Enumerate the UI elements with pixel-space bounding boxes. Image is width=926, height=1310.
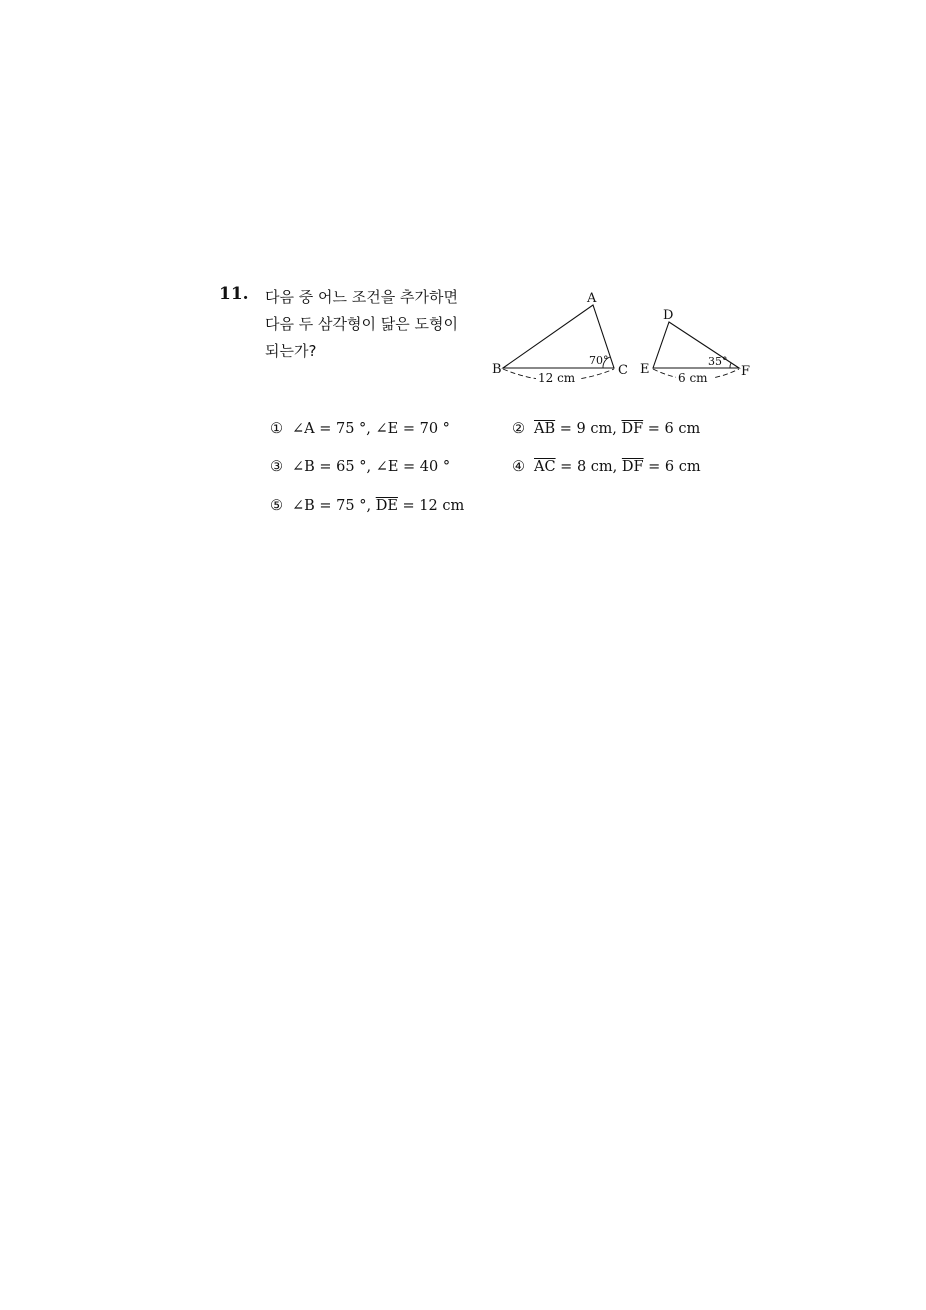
choice-4[interactable] bbox=[512, 459, 701, 475]
stem-line: 다음 두 삼각형이 닮은 도형이 bbox=[265, 315, 458, 333]
choice-text: = 12 cm bbox=[397, 498, 465, 514]
label-c: C bbox=[618, 363, 628, 378]
question-number: 11. bbox=[219, 284, 249, 304]
angle-f-label: 35° bbox=[708, 355, 728, 368]
angle-c-label: 70° bbox=[589, 354, 609, 367]
choice-text: ∠B = 65 °, ∠E = 40 ° bbox=[292, 459, 451, 475]
segment-ac: $\overline{AC}$ bbox=[534, 459, 556, 475]
choice-2[interactable] bbox=[512, 421, 700, 437]
label-a: A bbox=[587, 291, 597, 306]
segment-de: $\overline{DE}$ bbox=[375, 498, 398, 514]
choice-5[interactable] bbox=[270, 498, 464, 514]
label-d: D bbox=[663, 308, 674, 323]
choice-text: = 6 cm bbox=[643, 459, 701, 475]
choice-1[interactable] bbox=[270, 421, 450, 437]
label-e: E bbox=[640, 362, 650, 377]
choice-text: = 9 cm, bbox=[555, 421, 622, 437]
choice-mark: ② bbox=[512, 421, 525, 437]
choice-mark: ⑤ bbox=[270, 498, 283, 514]
choice-mark: ① bbox=[270, 421, 283, 437]
segment-df: $\overline{DF}$ bbox=[621, 459, 644, 475]
angle-f-arc bbox=[730, 363, 731, 368]
segment-df: $\overline{DF}$ bbox=[621, 421, 644, 437]
choice-3[interactable] bbox=[270, 459, 450, 475]
choice-text: = 6 cm bbox=[643, 421, 701, 437]
choice-mark: ④ bbox=[512, 459, 525, 475]
choice-text: ∠A = 75 °, ∠E = 70 ° bbox=[292, 421, 450, 437]
segment-ab: $\overline{AB}$ bbox=[534, 421, 556, 437]
base-bc-length: 12 cm bbox=[538, 371, 576, 385]
stem-line: 되는가? bbox=[265, 342, 317, 360]
label-b: B bbox=[492, 362, 502, 377]
triangle-figure bbox=[0, 0, 926, 420]
choice-text: = 8 cm, bbox=[555, 459, 622, 475]
label-f: F bbox=[741, 364, 751, 379]
choice-text: ∠B = 75 °, bbox=[292, 498, 376, 514]
stem-line: 다음 중 어느 조건을 추가하면 bbox=[265, 288, 458, 306]
choice-mark: ③ bbox=[270, 459, 283, 475]
base-ef-length: 6 cm bbox=[678, 371, 708, 385]
